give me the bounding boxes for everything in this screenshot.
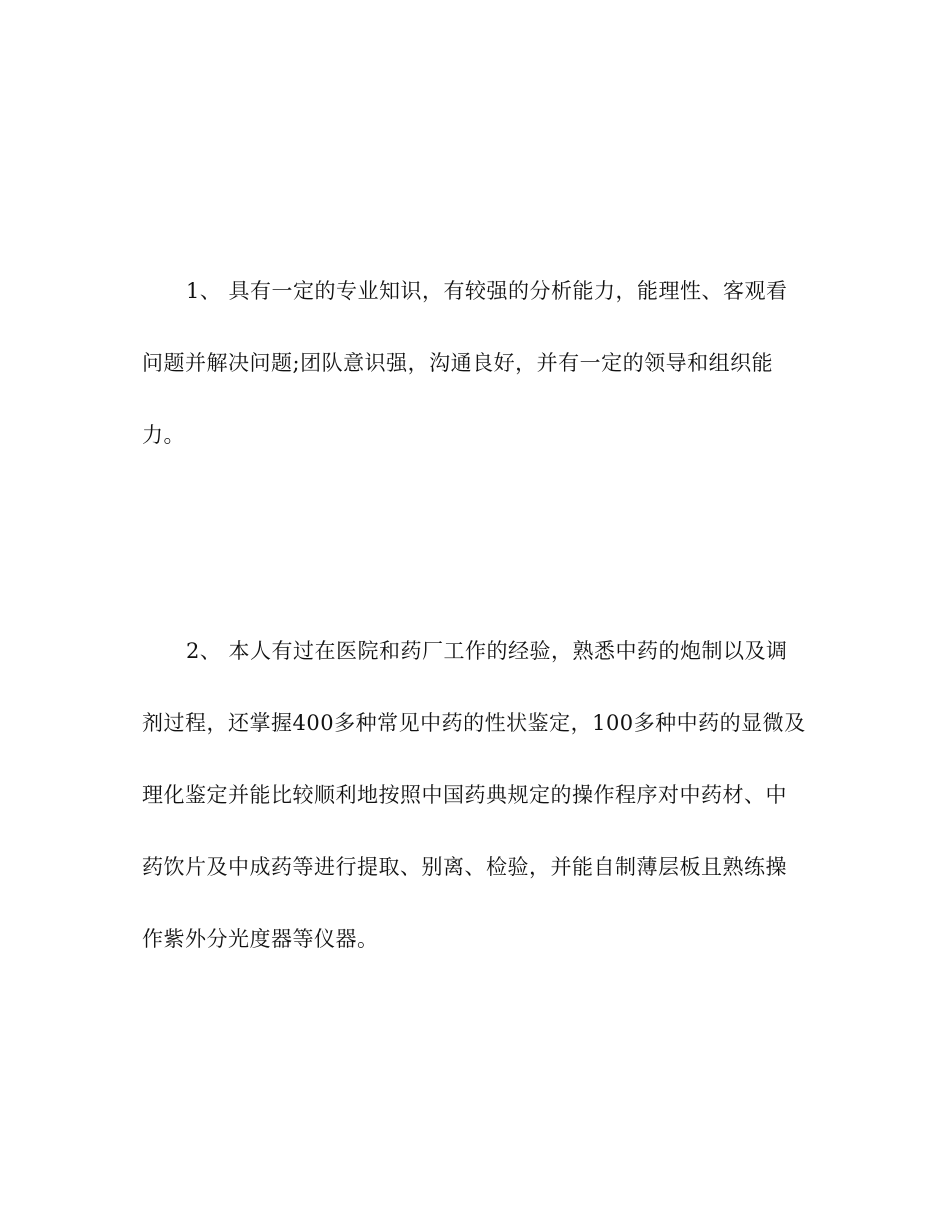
paragraph-line: 作紫外分光度器等仪器。 <box>142 927 379 951</box>
paragraph-line: 1、 具有一定的专业知识，有较强的分析能力，能理性、客观看 <box>186 279 788 303</box>
paragraph-line: 剂过程，还掌握400多种常见中药的性状鉴定，100多种中药的显微及 <box>142 711 806 735</box>
paragraph-line: 问题并解决问题;团队意识强，沟通良好，并有一定的领导和组织能 <box>142 351 774 375</box>
paragraph-line: 2、 本人有过在医院和药厂工作的经验，熟悉中药的炮制以及调 <box>186 639 788 663</box>
paragraph-line: 药饮片及中成药等进行提取、别离、检验，并能自制薄层板且熟练操 <box>142 855 787 879</box>
paragraph-line: 理化鉴定并能比较顺利地按照中国药典规定的操作程序对中药材、中 <box>142 783 787 807</box>
paragraph-line: 力。 <box>142 423 185 447</box>
